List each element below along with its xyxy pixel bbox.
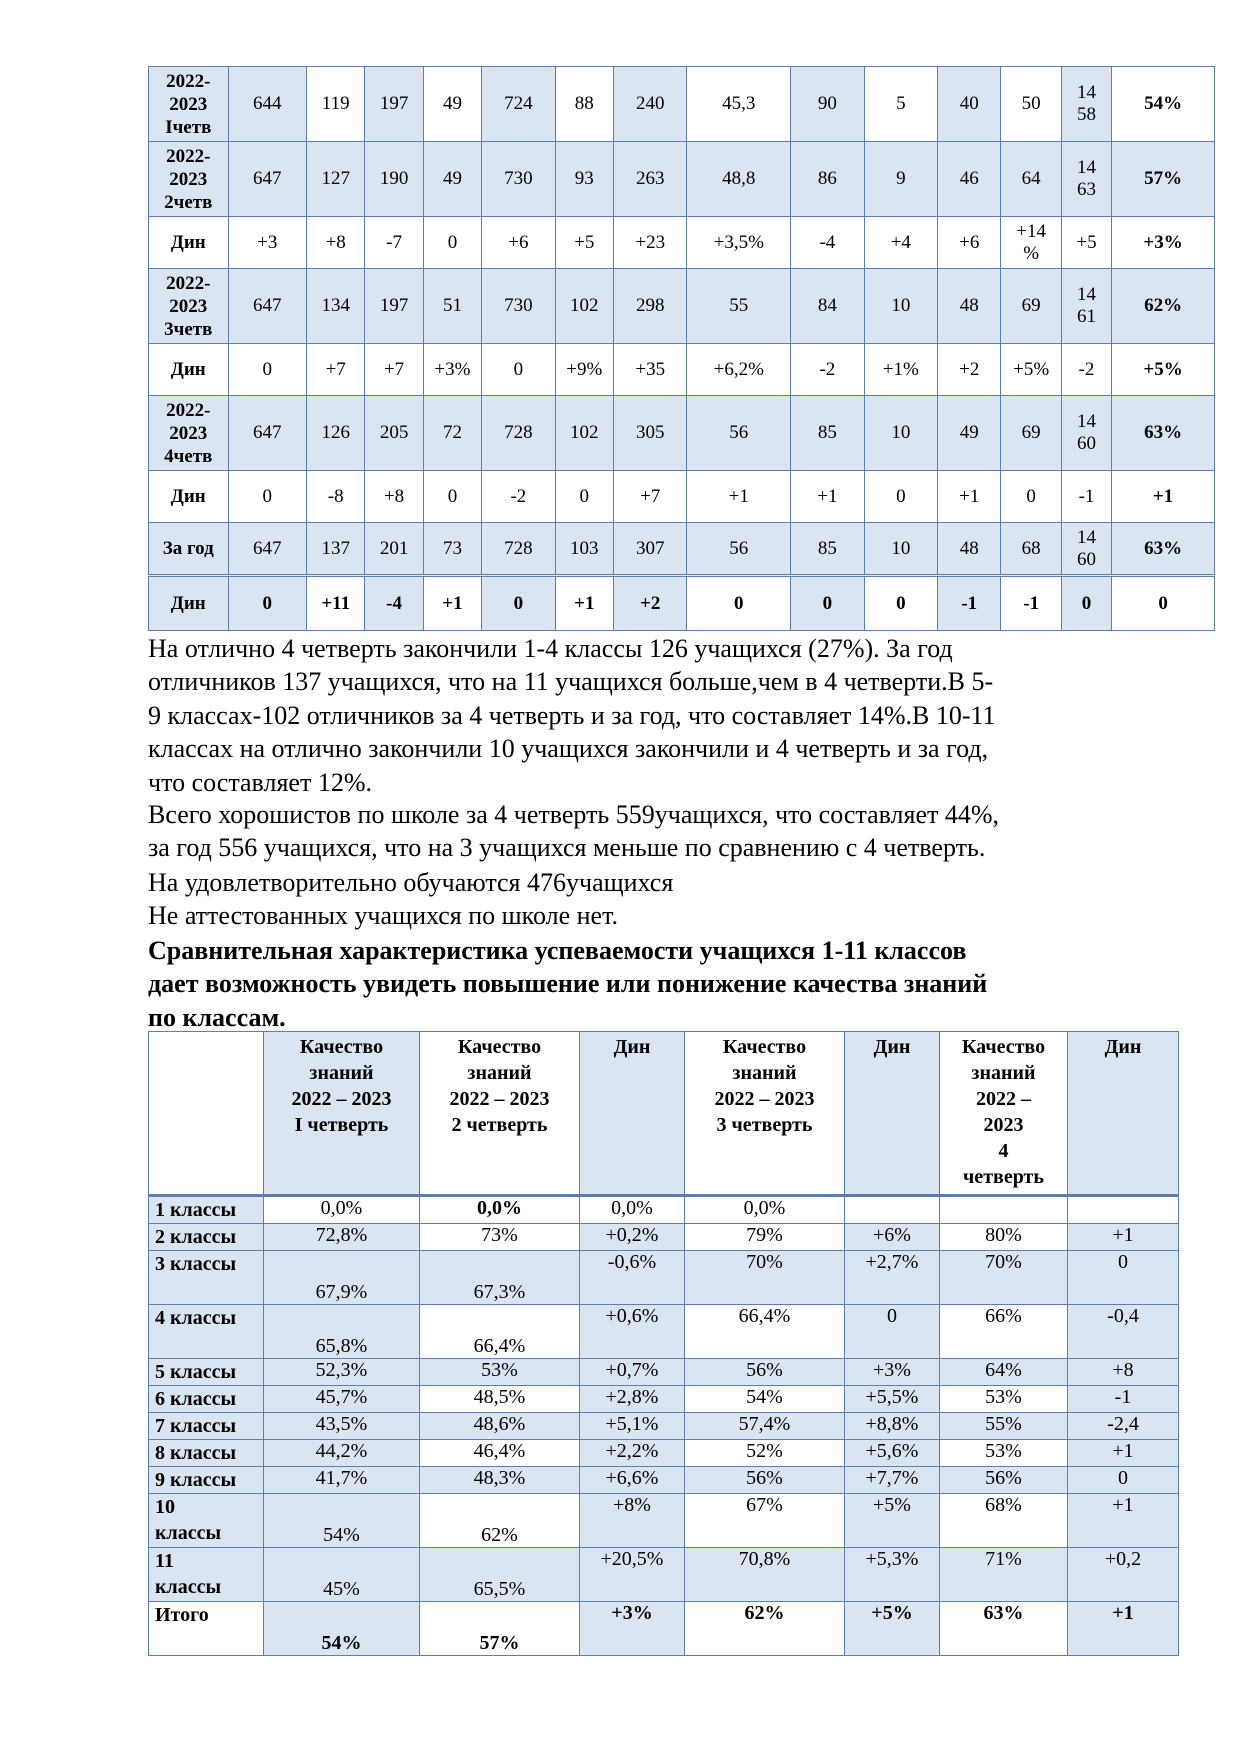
cell: +5,3% [845, 1548, 940, 1602]
row-label: 9 классы [149, 1467, 264, 1494]
cell: 0 [1068, 1467, 1179, 1494]
cell: +7 [307, 344, 365, 396]
cell: +6,2% [687, 344, 791, 396]
cell: +5,1% [580, 1413, 685, 1440]
cell: 64 [1001, 142, 1061, 217]
cell: +7 [613, 471, 686, 523]
cell: +6,6% [580, 1467, 685, 1494]
cell: +5% [845, 1602, 940, 1656]
cell: 90 [791, 67, 864, 142]
cell: +1 [555, 576, 613, 631]
header-empty [149, 1032, 264, 1196]
table-row [149, 1359, 1179, 1386]
cell: 0 [228, 344, 307, 396]
header-din-1: Дин [580, 1032, 685, 1196]
cell: +5% [1001, 344, 1061, 396]
cell: +7,7% [845, 1467, 940, 1494]
table-row [149, 67, 1215, 142]
cell: 134 [307, 269, 365, 344]
table-row [149, 1251, 1179, 1305]
cell: +3% [423, 344, 481, 396]
cell: 137 [307, 523, 365, 576]
cell: -4 [365, 576, 423, 631]
cell: 48 [938, 523, 1001, 576]
cell: 79% [685, 1224, 845, 1251]
cell: +4 [864, 217, 937, 269]
cell: 56% [685, 1467, 845, 1494]
row-label: 2022- 2023 3четв [149, 269, 229, 344]
cell: 119 [307, 67, 365, 142]
table-row [149, 1440, 1179, 1467]
cell: 50 [1001, 67, 1061, 142]
cell: +11 [307, 576, 365, 631]
cell: 724 [482, 67, 555, 142]
cell: 190 [365, 142, 423, 217]
total-cell: 63% [1112, 523, 1215, 576]
cell: 65,5% [420, 1548, 580, 1602]
table-row [149, 396, 1215, 471]
cell: 40 [938, 67, 1001, 142]
total-cell: 63% [1112, 396, 1215, 471]
cell: 68 [1001, 523, 1061, 576]
cell: +1 [1068, 1602, 1179, 1656]
header-q2: Качество знаний 2022 – 2023 2 четверть [420, 1032, 580, 1196]
cell: 86 [791, 142, 864, 217]
cell: 0 [864, 471, 937, 523]
cell: 54% [685, 1386, 845, 1413]
cell: 57% [420, 1602, 580, 1656]
row-label: Дин [149, 344, 229, 396]
cell: +20,5% [580, 1548, 685, 1602]
row-label: Дин [149, 471, 229, 523]
cell: +1 [938, 471, 1001, 523]
cell: 80% [940, 1224, 1068, 1251]
cell: 70% [685, 1251, 845, 1305]
cell: -0,6% [580, 1251, 685, 1305]
total-cell: 57% [1112, 142, 1215, 217]
cell: 49 [423, 142, 481, 217]
cell: 84 [791, 269, 864, 344]
cell: 69 [1001, 269, 1061, 344]
cell: 10 [864, 269, 937, 344]
cell: -2 [482, 471, 555, 523]
row-label: Дин [149, 217, 229, 269]
cell: +8,8% [845, 1413, 940, 1440]
cell: 53% [420, 1359, 580, 1386]
cell: 52% [685, 1440, 845, 1467]
cell: +2 [938, 344, 1001, 396]
cell: 55% [940, 1413, 1068, 1440]
header-din-3: Дин [1068, 1032, 1179, 1196]
cell: 103 [555, 523, 613, 576]
cell: +2 [613, 576, 686, 631]
cell: 72 [423, 396, 481, 471]
cell: +2,8% [580, 1386, 685, 1413]
cell [1068, 1196, 1179, 1224]
table-row [149, 269, 1215, 344]
table-row [149, 1548, 1179, 1602]
table-row [149, 1602, 1179, 1656]
cell: -2 [1061, 344, 1111, 396]
cell: 70,8% [685, 1548, 845, 1602]
cell: +1 [1068, 1440, 1179, 1467]
row-label: 2022- 2023 Iчетв [149, 67, 229, 142]
cell: 307 [613, 523, 686, 576]
header-din-2: Дин [845, 1032, 940, 1196]
cell: 205 [365, 396, 423, 471]
cell: 647 [228, 142, 307, 217]
cell: +5,5% [845, 1386, 940, 1413]
good-students-paragraph: Всего хорошистов по школе за 4 четверть 559учащихся, что составляет 44%, за год 556 учащихся, что на 3 учащихся меньше по сравнению с 4 четверть. [148, 800, 1000, 863]
cell: 52,3% [264, 1359, 420, 1386]
table-row [149, 1224, 1179, 1251]
cell: 88 [555, 67, 613, 142]
cell: 56 [687, 523, 791, 576]
cell: 43,5% [264, 1413, 420, 1440]
cell: +5 [555, 217, 613, 269]
cell: 0 [1001, 471, 1061, 523]
cell: +5 [1061, 217, 1111, 269]
cell: 0,0% [580, 1196, 685, 1224]
cell: 298 [613, 269, 686, 344]
row-label: Дин [149, 576, 229, 631]
cell: +5,6% [845, 1440, 940, 1467]
cell: 102 [555, 269, 613, 344]
cell: 63% [940, 1602, 1068, 1656]
row-label: 3 классы [149, 1251, 264, 1305]
header-q3: Качество знаний 2022 – 2023 3 четверть [685, 1032, 845, 1196]
total-cell: +1 [1112, 471, 1215, 523]
cell: -2,4 [1068, 1413, 1179, 1440]
cell: 0 [228, 471, 307, 523]
cell: +8 [307, 217, 365, 269]
cell: 66,4% [685, 1305, 845, 1359]
row-label: 5 классы [149, 1359, 264, 1386]
cell: 647 [228, 396, 307, 471]
cell: 728 [482, 396, 555, 471]
cell: 48,8 [687, 142, 791, 217]
cell: 0 [845, 1305, 940, 1359]
cell: +0,2 [1068, 1548, 1179, 1602]
row-label: 6 классы [149, 1386, 264, 1413]
cell: 10 [864, 396, 937, 471]
cell: 70% [940, 1251, 1068, 1305]
comparison-heading: Сравнительная характеристика успеваемости учащихся 1-11 классов дает возможность увидеть повышение или понижение качества знаний по классам. [148, 936, 988, 1032]
row-label: 7 классы [149, 1413, 264, 1440]
table-row [149, 1494, 1179, 1548]
table-row [149, 1467, 1179, 1494]
row-label: За год [149, 523, 229, 576]
cell: +1 [1068, 1494, 1179, 1548]
cell: 0 [1068, 1251, 1179, 1305]
cell: 48,6% [420, 1413, 580, 1440]
cell: 67,9% [264, 1251, 420, 1305]
cell: 647 [228, 269, 307, 344]
cell: 55 [687, 269, 791, 344]
cell: 64% [940, 1359, 1068, 1386]
cell: +3% [580, 1602, 685, 1656]
cell: 46 [938, 142, 1001, 217]
cell: 69 [1001, 396, 1061, 471]
cell: 73 [423, 523, 481, 576]
table-row [149, 1196, 1179, 1224]
row-label: Итого [149, 1602, 264, 1656]
cell: +0,6% [580, 1305, 685, 1359]
cell: 85 [791, 396, 864, 471]
cell: +1% [864, 344, 937, 396]
table-row [149, 142, 1215, 217]
cell: 14 61 [1061, 269, 1111, 344]
cell: -8 [307, 471, 365, 523]
cell: 0 [687, 576, 791, 631]
cell: 48,3% [420, 1467, 580, 1494]
cell: 67% [685, 1494, 845, 1548]
table-row [149, 1305, 1179, 1359]
cell: 9 [864, 142, 937, 217]
cell: 48 [938, 269, 1001, 344]
cell: 44,2% [264, 1440, 420, 1467]
cell: 647 [228, 523, 307, 576]
cell: 62% [420, 1494, 580, 1548]
cell: -7 [365, 217, 423, 269]
row-label: 1 классы [149, 1196, 264, 1224]
cell: 49 [938, 396, 1001, 471]
cell: 93 [555, 142, 613, 217]
cell: 56% [685, 1359, 845, 1386]
cell: +1 [1068, 1224, 1179, 1251]
cell: +6 [482, 217, 555, 269]
cell: +35 [613, 344, 686, 396]
cell: +14 % [1001, 217, 1061, 269]
cell: +5% [845, 1494, 940, 1548]
total-cell: 62% [1112, 269, 1215, 344]
cell: 73% [420, 1224, 580, 1251]
cell: 197 [365, 67, 423, 142]
cell: 46,4% [420, 1440, 580, 1467]
row-label: 2022- 2023 2четв [149, 142, 229, 217]
cell: 45,3 [687, 67, 791, 142]
cell: 14 60 [1061, 523, 1111, 576]
cell: 0 [423, 217, 481, 269]
header-q4: Качество знаний 2022 – 2023 4 четверть [940, 1032, 1068, 1196]
table-row [149, 1386, 1179, 1413]
cell: 0 [228, 576, 307, 631]
cell: +3% [845, 1359, 940, 1386]
cell: +2,2% [580, 1440, 685, 1467]
cell: -2 [791, 344, 864, 396]
cell: +8 [1068, 1359, 1179, 1386]
cell: 45% [264, 1548, 420, 1602]
quality-by-class-table [148, 1031, 1179, 1656]
cell: 56 [687, 396, 791, 471]
cell: 51 [423, 269, 481, 344]
cell: 0,0% [420, 1196, 580, 1224]
cell: +3,5% [687, 217, 791, 269]
cell: 5 [864, 67, 937, 142]
cell: 0 [1061, 576, 1111, 631]
cell: 65,8% [264, 1305, 420, 1359]
cell: -1 [1068, 1386, 1179, 1413]
cell: 14 60 [1061, 396, 1111, 471]
cell: 14 63 [1061, 142, 1111, 217]
row-label: 11 классы [149, 1548, 264, 1602]
table-row [149, 344, 1215, 396]
header-q1: Качество знаний 2022 – 2023 I четверть [264, 1032, 420, 1196]
table-row [149, 471, 1215, 523]
cell: 127 [307, 142, 365, 217]
total-cell: 0 [1112, 576, 1215, 631]
row-label: 10 классы [149, 1494, 264, 1548]
cell: 0 [555, 471, 613, 523]
cell: 197 [365, 269, 423, 344]
row-label: 4 классы [149, 1305, 264, 1359]
cell: +1 [687, 471, 791, 523]
cell: 0 [482, 576, 555, 631]
cell: 68% [940, 1494, 1068, 1548]
cell: 0 [864, 576, 937, 631]
table-row [149, 523, 1215, 576]
cell: +23 [613, 217, 686, 269]
cell: -1 [938, 576, 1001, 631]
cell [940, 1196, 1068, 1224]
quarterly-summary-table [148, 66, 1215, 631]
cell: 66% [940, 1305, 1068, 1359]
cell: +6 [938, 217, 1001, 269]
cell: -1 [1001, 576, 1061, 631]
quality-table-container [148, 1031, 1142, 1681]
cell: 0,0% [685, 1196, 845, 1224]
cell [845, 1196, 940, 1224]
cell: 41,7% [264, 1467, 420, 1494]
cell: +7 [365, 344, 423, 396]
row-label: 2022- 2023 4четв [149, 396, 229, 471]
cell: 14 58 [1061, 67, 1111, 142]
cell: 728 [482, 523, 555, 576]
cell: -1 [1061, 471, 1111, 523]
cell: +0,2% [580, 1224, 685, 1251]
cell: +1 [423, 576, 481, 631]
cell: 48,5% [420, 1386, 580, 1413]
cell: 49 [423, 67, 481, 142]
cell: +8% [580, 1494, 685, 1548]
cell: 71% [940, 1548, 1068, 1602]
cell: 53% [940, 1386, 1068, 1413]
cell: 126 [307, 396, 365, 471]
cell: 240 [613, 67, 686, 142]
cell: 57,4% [685, 1413, 845, 1440]
cell: 53% [940, 1440, 1068, 1467]
cell: 0 [423, 471, 481, 523]
cell: 730 [482, 142, 555, 217]
row-label: 8 классы [149, 1440, 264, 1467]
cell: 85 [791, 523, 864, 576]
cell: 72,8% [264, 1224, 420, 1251]
cell: 102 [555, 396, 613, 471]
cell: +8 [365, 471, 423, 523]
cell: 201 [365, 523, 423, 576]
cell: 62% [685, 1602, 845, 1656]
table-row [149, 576, 1215, 631]
cell: 66,4% [420, 1305, 580, 1359]
cell: -0,4 [1068, 1305, 1179, 1359]
cell: -4 [791, 217, 864, 269]
cell: 45,7% [264, 1386, 420, 1413]
cell: +3 [228, 217, 307, 269]
satisfactory-paragraph: На удовлетворительно обучаются 476учащихся [148, 868, 674, 897]
cell: +1 [791, 471, 864, 523]
table-header-row [149, 1032, 1179, 1196]
cell: 730 [482, 269, 555, 344]
total-cell: +3% [1112, 217, 1215, 269]
cell: 0 [791, 576, 864, 631]
not-attested-paragraph: Не аттестованных учащихся по школе нет. [148, 901, 619, 930]
cell: 67,3% [420, 1251, 580, 1305]
cell: 10 [864, 523, 937, 576]
cell: 54% [264, 1494, 420, 1548]
cell: 56% [940, 1467, 1068, 1494]
table-row [149, 217, 1215, 269]
cell: 0 [482, 344, 555, 396]
table-row [149, 1413, 1179, 1440]
cell: 305 [613, 396, 686, 471]
cell: 0,0% [264, 1196, 420, 1224]
cell: 263 [613, 142, 686, 217]
cell: +9% [555, 344, 613, 396]
cell: 644 [228, 67, 307, 142]
cell: +0,7% [580, 1359, 685, 1386]
total-cell: 54% [1112, 67, 1215, 142]
cell: +6% [845, 1224, 940, 1251]
excellent-students-paragraph: На отлично 4 четверть закончили 1-4 классы 126 учащихся (27%). За год отличников 137 учащихся, что на 11 учащихся больше,чем в 4 четверти.В 5- 9 классах-102 отличников за 4 четверть и за год, что составляет 14%.В 10-11 классах на отлично закончили 10 учащихся закончили и 4 четверть и за год, что составляет 12%. [148, 634, 996, 797]
total-cell: +5% [1112, 344, 1215, 396]
cell: +2,7% [845, 1251, 940, 1305]
row-label: 2 классы [149, 1224, 264, 1251]
cell: 54% [264, 1602, 420, 1656]
